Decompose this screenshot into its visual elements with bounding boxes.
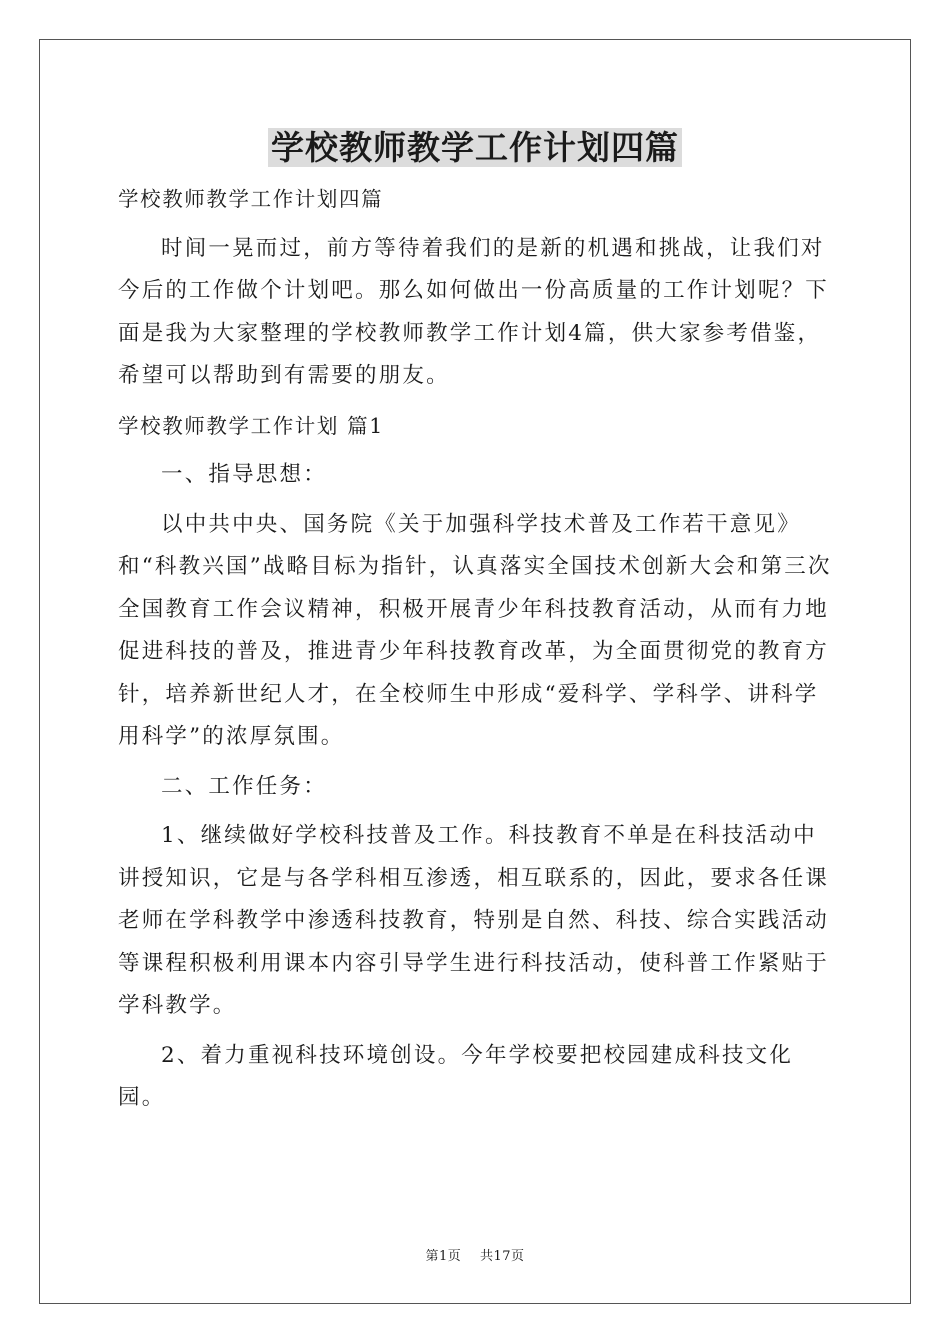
intro-paragraph: 时间一晃而过，前方等待着我们的是新的机遇和挑战，让我们对今后的工作做个计划吧。那么如何做出一份高质量的工作计划呢？下面是我为大家整理的学校教师教学工作计划4篇，供大家参考借鉴，希望可以帮助到有需要的朋友。	[118, 235, 830, 388]
page-footer	[0, 1248, 950, 1266]
section-heading-1: 学校教师教学工作计划 篇1	[118, 413, 384, 438]
guiding-ideology-paragraph: 以中共中央、国务院《关于加强科学技术普及工作若干意见》和“科教兴国”战略目标为指针，认真落实全国技术创新大会和第三次全国教育工作会议精神，积极开展青少年科技教育活动，从而有力地促进科技的普及，推进青少年科技教育改革，为全面贯彻党的教育方针，培养新世纪人才，在全校师生中形成“爱科学、学科学、讲科学用科学”的浓厚氛围。	[118, 511, 832, 749]
heading-guiding-ideology: 一、指导思想：	[161, 462, 327, 487]
document-subtitle: 学校教师教学工作计划四篇	[118, 187, 384, 211]
document-title	[0, 126, 950, 170]
page-number-current: 第1页	[425, 1249, 462, 1264]
page-number-total: 共17页	[479, 1249, 525, 1264]
heading-work-tasks: 二、工作任务：	[161, 773, 327, 799]
task-1-paragraph: 1、继续做好学校科技普及工作。科技教育不单是在科技活动中讲授知识，它是与各学科相互渗透，相互联系的，因此，要求各任课老师在学科教学中渗透科技教育，特别是自然、科技、综合实践活动等课程积极利用课本内容引导学生进行科技活动，使科普工作紧贴于学科教学。	[118, 823, 830, 1018]
document-body	[118, 178, 838, 1120]
document-title-text: 学校教师教学工作计划四篇	[268, 128, 682, 167]
task-2-paragraph: 2、着力重视科技环境创设。今年学校要把校园建成科技文化园。	[118, 1042, 794, 1110]
